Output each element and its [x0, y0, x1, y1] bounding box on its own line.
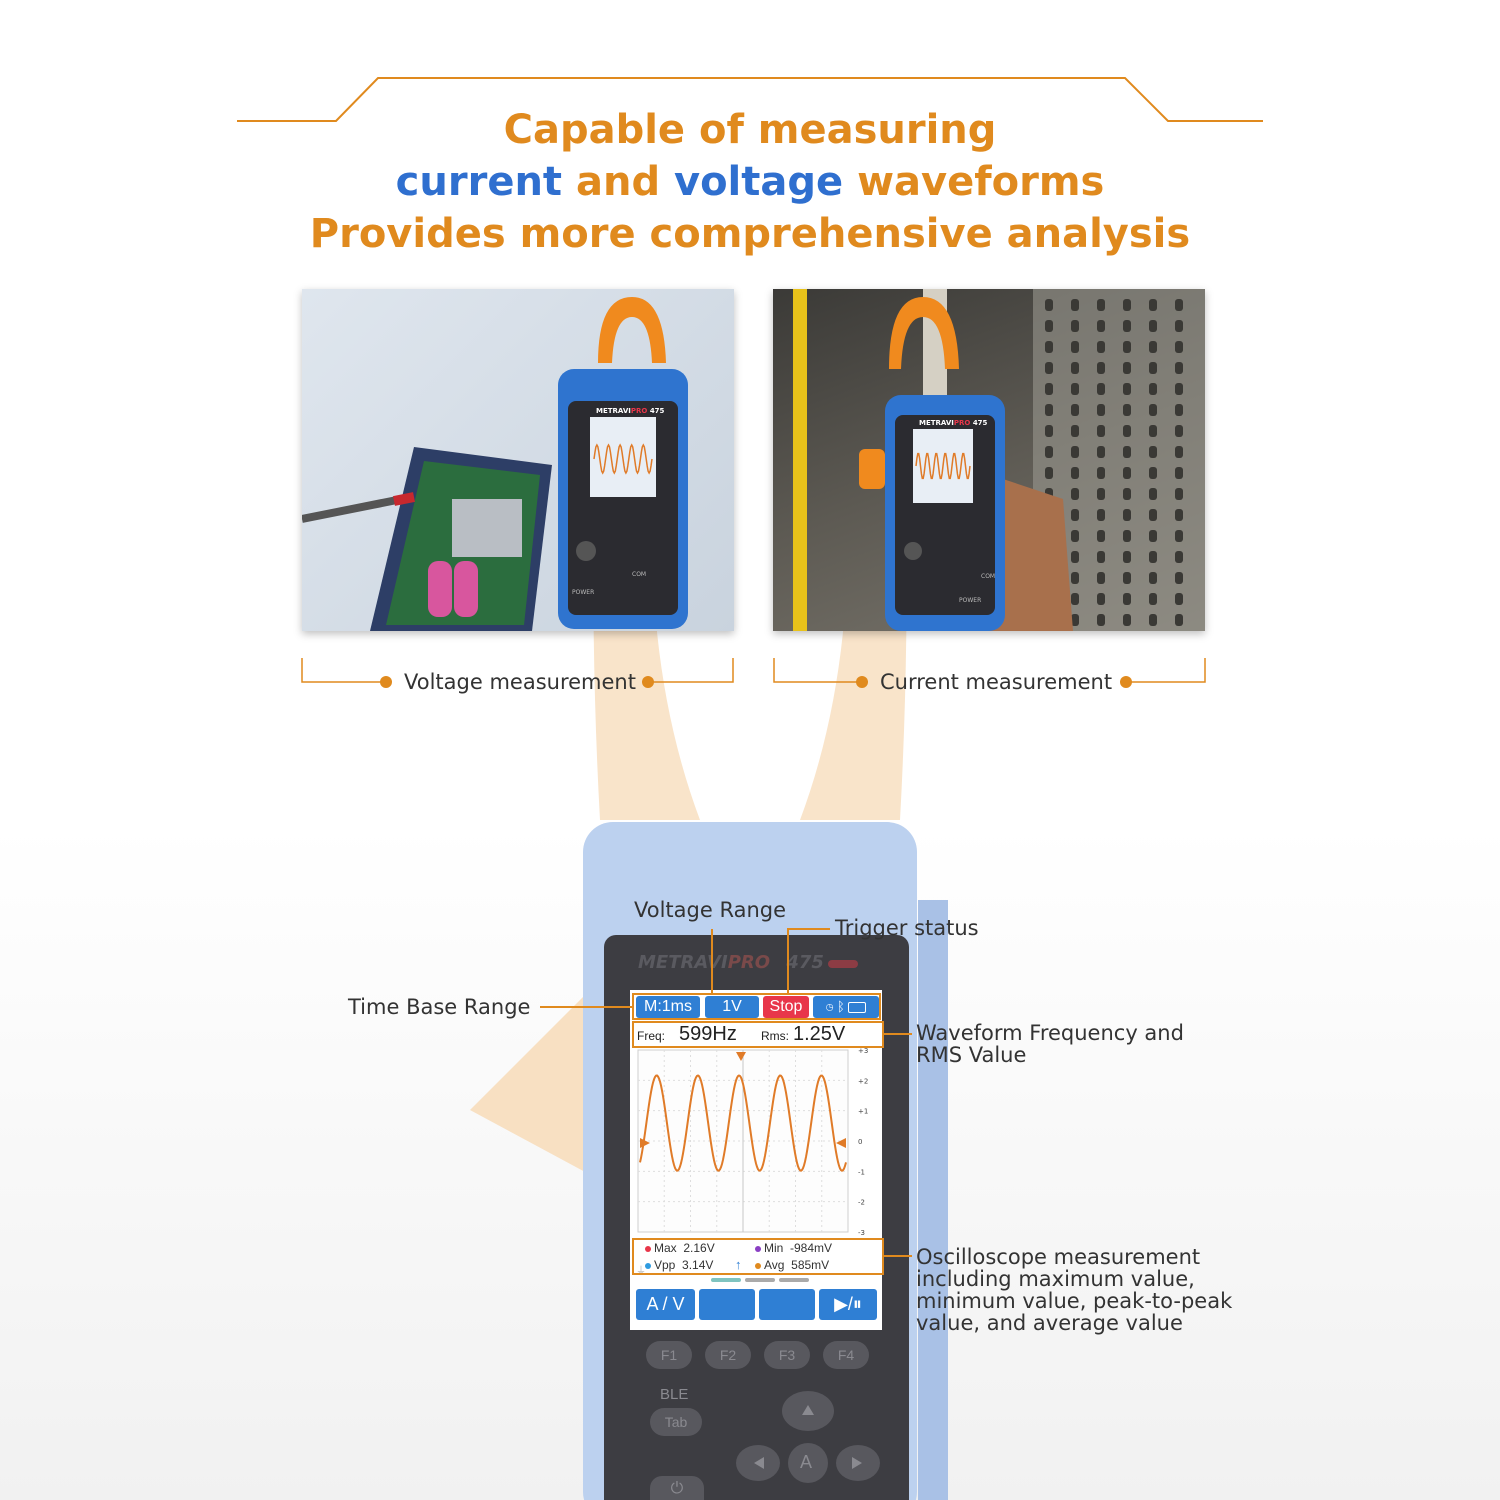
y-tick-label: +1 [858, 1107, 869, 1116]
headline-line-1: Capable of measuring [503, 107, 997, 153]
rack-perforation [1071, 572, 1079, 584]
rack-perforation [1149, 383, 1157, 395]
rack-perforation [1071, 362, 1079, 374]
y-tick-label: -1 [858, 1168, 865, 1177]
rack-perforation [1097, 593, 1105, 605]
rack-perforation [1045, 341, 1053, 353]
rack-perforation [1071, 425, 1079, 437]
rack-perforation [1071, 383, 1079, 395]
rack-perforation [1149, 509, 1157, 521]
rack-perforation [1149, 551, 1157, 563]
rack-perforation [1149, 425, 1157, 437]
rack-perforation [1175, 362, 1183, 374]
rack-perforation [1045, 467, 1053, 479]
rack-perforation [1045, 425, 1053, 437]
time-base-label: Time Base Range [348, 995, 531, 1019]
rack-perforation [1123, 320, 1131, 332]
left-photo-com: COM [632, 571, 647, 578]
rack-perforation [1123, 467, 1131, 479]
measurement-vpp [645, 1258, 713, 1272]
headline-and: and [562, 159, 674, 205]
headline-waveforms: waveforms [843, 159, 1105, 205]
rack-perforation [1045, 404, 1053, 416]
f4-key[interactable]: F4 [823, 1341, 869, 1369]
rack-perforation [1149, 530, 1157, 542]
ground-icon: ⏚ [636, 1266, 646, 1277]
voltage-measurement-caption: Voltage measurement [404, 670, 636, 694]
rack-perforation [1045, 383, 1053, 395]
shield-can [452, 499, 522, 557]
rack-perforation [1175, 593, 1183, 605]
y-tick-label: -3 [858, 1229, 865, 1237]
measurement-avg [755, 1258, 829, 1272]
bluetooth-icon: ᛒ [837, 999, 845, 1014]
rack-perforation [1097, 320, 1105, 332]
headline-line-3: Provides more comprehensive analysis [309, 211, 1191, 257]
power-key-icon[interactable]: ⏻ [650, 1476, 704, 1500]
rack-perforation [1071, 299, 1079, 311]
freq-rms-row [633, 1022, 883, 1048]
oscilloscope-label-4: value, and average value [916, 1311, 1183, 1335]
rack-perforation [1097, 467, 1105, 479]
device-brand-pro: PRO [727, 952, 771, 973]
left-photo-brand: METRAVIPRO 475 [596, 407, 665, 415]
battery-icon [848, 1002, 866, 1013]
y-tick-label: -2 [858, 1198, 865, 1207]
rack-perforation [1123, 299, 1131, 311]
rack-perforation [1123, 509, 1131, 521]
rack-perforation [1071, 404, 1079, 416]
rack-perforation [1097, 446, 1105, 458]
rack-perforation [1123, 488, 1131, 500]
max-label: Max [654, 1241, 677, 1255]
rms-value: 1.25V [793, 1023, 846, 1045]
oscilloscope-label-1: Oscilloscope measurement [916, 1245, 1201, 1269]
right-photo-power: POWER [959, 597, 982, 604]
oscilloscope-label-2: including maximum value, [916, 1267, 1195, 1291]
rack-perforation [1097, 530, 1105, 542]
rack-perforation [1175, 530, 1183, 542]
current-measurement-caption: Current measurement [880, 670, 1113, 694]
y-tick-label: +2 [858, 1077, 869, 1086]
rack-perforation [1097, 551, 1105, 563]
rack-perforation [1097, 404, 1105, 416]
avg-value: 585mV [791, 1258, 830, 1272]
rack-perforation [1175, 299, 1183, 311]
rack-perforation [1175, 551, 1183, 563]
rack-perforation [1149, 299, 1157, 311]
vpp-value: 3.14V [682, 1258, 714, 1272]
rack-perforation [1175, 404, 1183, 416]
page-dot-2 [745, 1278, 775, 1282]
rack-perforation [1097, 362, 1105, 374]
rack-perforation [1097, 299, 1105, 311]
vpp-label: Vpp [654, 1258, 676, 1272]
rack-perforation [1045, 446, 1053, 458]
device-brand: METRAVI [638, 952, 728, 973]
rack-perforation [1149, 362, 1157, 374]
current-measurement-photo [773, 289, 1205, 631]
tab-key[interactable]: Tab [650, 1408, 702, 1436]
rack-perforation [1123, 551, 1131, 563]
rack-perforation [1123, 614, 1131, 626]
headline-line-2 [0, 156, 1500, 208]
rack-perforation [1149, 593, 1157, 605]
rack-perforation [1071, 488, 1079, 500]
rack-perforation [1097, 383, 1105, 395]
softkey-av[interactable]: A / V [636, 1289, 695, 1320]
y-axis-ticks [858, 1047, 868, 1237]
rack-perforation [1123, 572, 1131, 584]
rack-perforation [1071, 530, 1079, 542]
max-value: 2.16V [683, 1241, 715, 1255]
rack-perforation [1123, 425, 1131, 437]
f1-key[interactable]: F1 [646, 1341, 692, 1369]
rack-perforation [1175, 572, 1183, 584]
freq-rms-label-1: Waveform Frequency and [916, 1021, 1184, 1045]
rack-perforation [1175, 383, 1183, 395]
rack-perforation [1097, 614, 1105, 626]
up-arrow-icon: ↑ [735, 1257, 742, 1272]
rack-perforation [1123, 404, 1131, 416]
freq-value: 599Hz [679, 1023, 737, 1045]
oscilloscope-label-3: minimum value, peak-to-peak [916, 1289, 1233, 1313]
rack-perforation [1071, 593, 1079, 605]
rack-perforation [1097, 572, 1105, 584]
rack-perforation [1097, 341, 1105, 353]
rack-perforation [1175, 488, 1183, 500]
a-key-label: A [800, 1452, 813, 1472]
device-brand-label [638, 952, 824, 973]
headline-voltage: voltage [674, 159, 844, 205]
rms-label: Rms: [761, 1029, 789, 1043]
avg-label: Avg [764, 1258, 785, 1272]
rack-perforation [1175, 614, 1183, 626]
rack-perforation [1045, 320, 1053, 332]
rack-perforation [1149, 488, 1157, 500]
rack-perforation [1045, 299, 1053, 311]
status-icons-chip [813, 996, 879, 1018]
rack-perforation [1175, 446, 1183, 458]
rack-perforation [1071, 551, 1079, 563]
rack-perforation [1123, 362, 1131, 374]
measurement-max [645, 1241, 715, 1255]
caption-brackets [0, 650, 1500, 700]
min-label: Min [764, 1241, 784, 1255]
rack-perforation [1149, 341, 1157, 353]
voltage-measurement-photo [302, 289, 734, 631]
y-tick-label: 0 [858, 1138, 863, 1146]
ble-label: BLE [660, 1386, 689, 1403]
rack-perforation [1071, 467, 1079, 479]
battery-right [454, 561, 478, 617]
rack-perforation [1175, 425, 1183, 437]
rack-perforation [1175, 509, 1183, 521]
battery-left [428, 561, 452, 617]
rack-perforation [1149, 614, 1157, 626]
rack-perforation [1123, 446, 1131, 458]
right-photo-com: COM [981, 573, 996, 580]
device-model: 475 [786, 952, 824, 973]
measurement-min [755, 1241, 832, 1255]
trigger-chip[interactable]: Stop [763, 996, 809, 1018]
rack-perforation [1097, 425, 1105, 437]
rack-perforation [1045, 362, 1053, 374]
rack-perforation [1175, 341, 1183, 353]
waveform-plot [630, 1046, 882, 1238]
rack-perforation [1123, 383, 1131, 395]
range-chip[interactable]: 1V [705, 996, 759, 1018]
page-dot-1 [711, 1278, 741, 1282]
f3-key[interactable]: F3 [764, 1341, 810, 1369]
voltage-range-label: Voltage Range [634, 898, 787, 922]
rack-perforation [1071, 341, 1079, 353]
f2-key[interactable]: F2 [705, 1341, 751, 1369]
rack-perforation [1149, 446, 1157, 458]
navigation-pad[interactable] [720, 1375, 900, 1500]
right-photo-brand: METRAVIPRO 475 [919, 419, 988, 427]
rack-perforation [1123, 341, 1131, 353]
page-dot-3 [779, 1278, 809, 1282]
rack-perforation [1175, 320, 1183, 332]
headline-current: current [395, 159, 563, 205]
rack-perforation [1097, 509, 1105, 521]
rack-perforation [1071, 446, 1079, 458]
rack-perforation [1071, 509, 1079, 521]
device-indicator-led [828, 960, 858, 968]
left-photo-power: POWER [572, 589, 595, 596]
freq-rms-label-2: RMS Value [916, 1043, 1027, 1067]
softkey-2[interactable] [699, 1289, 755, 1320]
rack-perforation [1149, 572, 1157, 584]
y-tick-label: +3 [858, 1047, 869, 1055]
trigger-status-label: Trigger status [835, 916, 979, 940]
clock-icon: ◷ [825, 999, 834, 1014]
rack-perforation [1149, 467, 1157, 479]
rack-perforation [1123, 593, 1131, 605]
rack-perforation [1097, 488, 1105, 500]
timebase-chip[interactable]: M:1ms [636, 996, 700, 1018]
rack-perforation [1149, 320, 1157, 332]
softkey-run-pause[interactable]: ▶/⏸ [819, 1289, 877, 1320]
rack-perforation [1071, 320, 1079, 332]
freq-label: Freq: [637, 1029, 666, 1043]
rack-perforation [1149, 404, 1157, 416]
softkey-3[interactable] [759, 1289, 815, 1320]
min-value: -984mV [790, 1241, 833, 1255]
rack-perforation [1175, 467, 1183, 479]
rack-perforation [1123, 530, 1131, 542]
